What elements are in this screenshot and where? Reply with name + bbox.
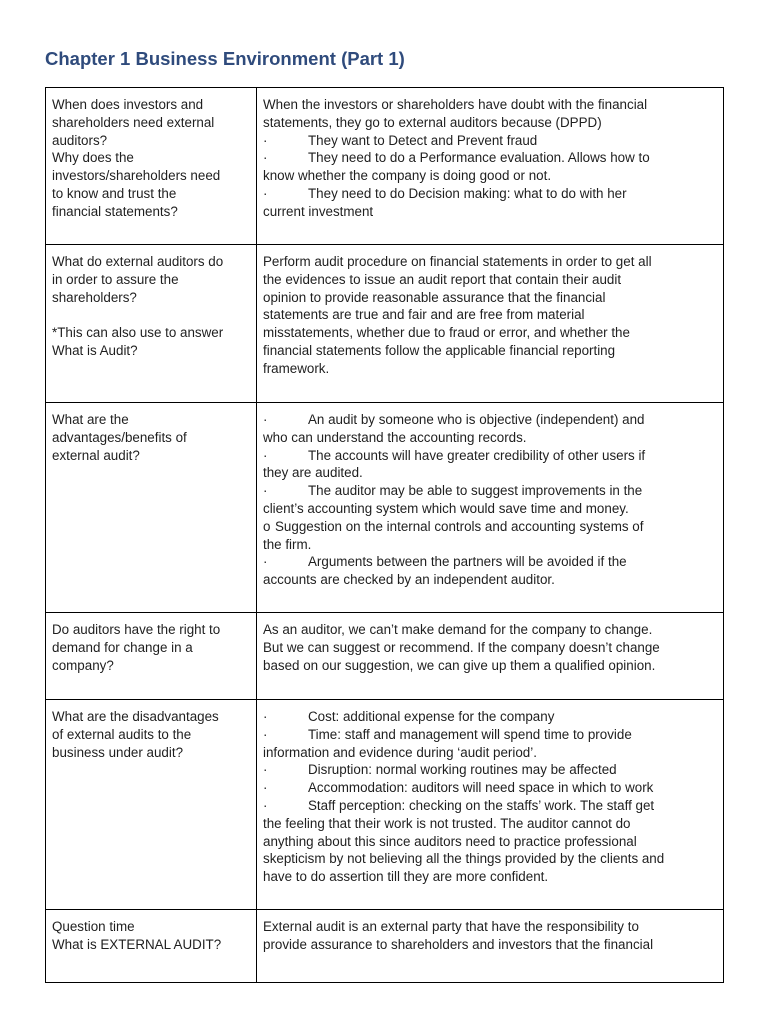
answer-text: the evidences to issue an audit report that contain their audit	[263, 271, 622, 287]
answer-text: The auditor may be able to suggest improvements in the	[308, 483, 643, 499]
question-text: investors/shareholders need	[52, 168, 221, 184]
question-text: in order to assure the	[52, 271, 179, 287]
answer-text: External audit is an external party that have the responsibility to	[263, 919, 639, 934]
question-cell	[46, 910, 257, 983]
bullet-icon: ·	[263, 726, 268, 742]
answer-cell	[257, 88, 724, 245]
answer-bullet-item	[263, 761, 717, 779]
answer-text: the feeling that their work is not trusted. The auditor cannot do	[263, 815, 631, 831]
answer-text: An audit by someone who is objective (independent) and	[308, 412, 645, 427]
bullet-icon: ·	[263, 483, 268, 499]
answer-bullet-item	[263, 149, 717, 167]
answer-cell	[257, 403, 724, 613]
question-text: What do external auditors do	[52, 254, 224, 269]
answer-text: Cost: additional expense for the company	[308, 709, 555, 724]
question-cell	[46, 403, 257, 613]
table-row	[46, 245, 724, 403]
answer-bullet-item	[263, 779, 717, 797]
answer-text: provide assurance to shareholders and investors that the financial	[263, 936, 654, 952]
sub-bullet-icon: o	[263, 518, 271, 534]
answer-cell	[257, 245, 724, 403]
answer-text: They need to do Decision making: what to do with her	[308, 185, 627, 201]
table-row	[46, 700, 724, 910]
bullet-icon: ·	[263, 132, 268, 148]
table-row	[46, 403, 724, 613]
answer-bullet-item	[263, 411, 717, 429]
bullet-icon: ·	[263, 150, 268, 166]
question-text: Why does the	[52, 150, 134, 166]
question-text: Do auditors have the right to	[52, 622, 221, 637]
question-text: What are the disadvantages	[52, 709, 219, 724]
bullet-icon: ·	[263, 412, 268, 427]
answer-cell	[257, 910, 724, 983]
answer-text: The accounts will have greater credibility of other users if	[308, 447, 646, 463]
question-text: Question time	[52, 919, 135, 934]
answer-text: who can understand the accounting records.	[263, 429, 527, 445]
answer-text: But we can suggest or recommend. If the company doesn’t change	[263, 639, 660, 655]
answer-text: information and evidence during ‘audit period’.	[263, 744, 537, 760]
question-text: shareholders?	[52, 289, 137, 305]
answer-text: Suggestion on the internal controls and accounting systems of	[275, 518, 644, 534]
answer-text: framework.	[263, 360, 330, 376]
answer-text: As an auditor, we can’t make demand for the company to change.	[263, 622, 653, 637]
question-text: financial statements?	[52, 203, 178, 219]
answer-sub-bullet-item	[263, 518, 717, 536]
answer-text: Accommodation: auditors will need space in which to work	[308, 780, 654, 796]
answer-text: When the investors or shareholders have doubt with the financial	[263, 97, 648, 112]
question-cell	[46, 613, 257, 700]
answer-text: have to do assertion till they are more confident.	[263, 869, 549, 885]
answer-text: client’s accounting system which would save time and money.	[263, 500, 629, 516]
bullet-icon: ·	[263, 780, 268, 796]
answer-text: Arguments between the partners will be avoided if the	[308, 554, 627, 570]
blank-line	[52, 306, 250, 324]
bullet-icon: ·	[263, 185, 268, 201]
qa-table	[45, 87, 724, 983]
bullet-icon: ·	[263, 554, 268, 570]
question-text: shareholders need external	[52, 114, 215, 130]
answer-text: statements, they go to external auditors because (DPPD)	[263, 114, 602, 130]
question-text: company?	[52, 657, 114, 673]
answer-text: current investment	[263, 203, 374, 219]
question-text: external audit?	[52, 447, 140, 463]
answer-text: They need to do a Performance evaluation. Allows how to	[308, 150, 650, 166]
table-row	[46, 910, 724, 983]
question-cell	[46, 245, 257, 403]
question-text: What is Audit?	[52, 342, 138, 358]
question-text: When does investors and	[52, 97, 204, 112]
answer-text: misstatements, whether due to fraud or error, and whether the	[263, 325, 630, 341]
bullet-icon: ·	[263, 447, 268, 463]
answer-bullet-item	[263, 482, 717, 500]
answer-text: They want to Detect and Prevent fraud	[308, 132, 538, 148]
answer-text: the firm.	[263, 536, 312, 552]
question-text: auditors?	[52, 132, 108, 148]
question-text: *This can also use to answer	[52, 325, 224, 341]
answer-bullet-item	[263, 185, 717, 203]
answer-text: skepticism by not believing all the things provided by the clients and	[263, 851, 665, 867]
answer-bullet-item	[263, 132, 717, 150]
answer-text: statements are true and fair and are free from material	[263, 307, 585, 323]
answer-text: opinion to provide reasonable assurance that the financial	[263, 289, 606, 305]
question-text: demand for change in a	[52, 639, 193, 655]
answer-text: anything about this since auditors need to practice professional	[263, 833, 637, 849]
table-row	[46, 88, 724, 245]
question-cell	[46, 700, 257, 910]
answer-text: they are audited.	[263, 465, 363, 481]
answer-text: accounts are checked by an independent auditor.	[263, 572, 555, 588]
bullet-icon: ·	[263, 709, 268, 724]
answer-text: Perform audit procedure on financial statements in order to get all	[263, 254, 652, 269]
answer-text: know whether the company is doing good or not.	[263, 168, 552, 184]
question-text: business under audit?	[52, 744, 184, 760]
bullet-icon: ·	[263, 762, 268, 778]
answer-text: Disruption: normal working routines may be affected	[308, 762, 617, 778]
page-title: Chapter 1 Business Environment (Part 1)	[45, 48, 405, 69]
question-cell	[46, 88, 257, 245]
answer-bullet-item	[263, 726, 717, 744]
question-text: What are the	[52, 412, 129, 427]
answer-bullet-item	[263, 553, 717, 571]
answer-bullet-item	[263, 708, 717, 726]
answer-bullet-item	[263, 797, 717, 815]
bullet-icon: ·	[263, 797, 268, 813]
answer-text: Staff perception: checking on the staffs’ work. The staff get	[308, 797, 655, 813]
question-text: of external audits to the	[52, 726, 192, 742]
table-row	[46, 613, 724, 700]
question-text: to know and trust the	[52, 185, 177, 201]
answer-bullet-item	[263, 447, 717, 465]
question-text: What is EXTERNAL AUDIT?	[52, 936, 222, 952]
answer-text: Time: staff and management will spend time to provide	[308, 726, 632, 742]
answer-text: based on our suggestion, we can give up them a qualified opinion.	[263, 657, 656, 673]
question-text: advantages/benefits of	[52, 429, 187, 445]
answer-cell	[257, 700, 724, 910]
answer-text: financial statements follow the applicable financial reporting	[263, 342, 616, 358]
answer-cell	[257, 613, 724, 700]
